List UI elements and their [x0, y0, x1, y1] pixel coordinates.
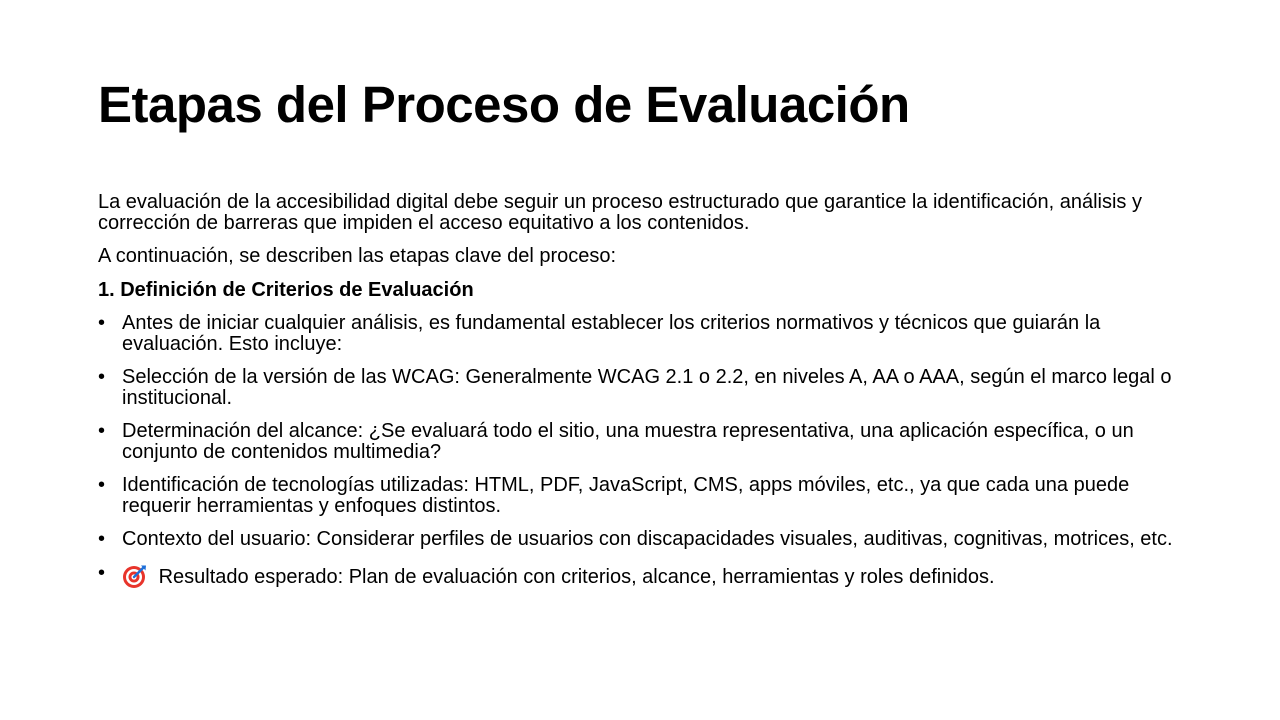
bullet-item [98, 529, 1178, 550]
bullet-text: Antes de iniciar cualquier análisis, es fundamental establecer los criterios normativos y técnicos que guiarán la evaluación. Esto incluye: [122, 312, 1101, 355]
section-heading: 1. Definición de Criterios de Evaluación [98, 278, 474, 301]
bullet-item [98, 367, 1178, 408]
bullet-text: Contexto del usuario: Considerar perfiles de usuarios con discapacidades visuales, auditivas, cognitivas, motrices, etc. [122, 528, 1173, 550]
bullet-dot: • [98, 528, 106, 550]
bullet-text: Selección de la versión de las WCAG: Generalmente WCAG 2.1 o 2.2, en niveles A, AA o AAA, según el marco legal o institucional. [122, 366, 1172, 409]
bullet-item [98, 475, 1178, 516]
bullet-text: Identificación de tecnologías utilizadas: HTML, PDF, JavaScript, CMS, apps móviles, etc., ya que cada una puede requerir herramientas y enfoques distintos. [122, 474, 1130, 517]
lead-paragraph: A continuación, se describen las etapas clave del proceso: [98, 245, 617, 267]
bullet-dot: • [98, 474, 106, 496]
bullet-text: Determinación del alcance: ¿Se evaluará todo el sitio, una muestra representativa, una aplicación específica, o un conjunto de contenidos multimedia? [122, 420, 1134, 463]
bullet-item [98, 421, 1178, 462]
bullet-dot: • [98, 312, 106, 334]
intro-paragraph: La evaluación de la accesibilidad digital debe seguir un proceso estructurado que garantice la identificación, análisis y corrección de barreras que impiden el acceso equitativo a los contenidos. [98, 191, 1142, 234]
bullet-dot: • [98, 366, 106, 388]
result-text: Resultado esperado: Plan de evaluación con criterios, alcance, herramientas y roles definidos. [158, 565, 995, 588]
bullet-dot: • [98, 420, 106, 442]
slide-body [98, 192, 1178, 602]
target-icon [122, 563, 148, 589]
slide-title: Etapas del Proceso de Evaluación [98, 76, 910, 133]
bullet-dot: • [98, 561, 106, 584]
result-bullet-item [98, 563, 1178, 589]
bullet-list [98, 313, 1178, 589]
bullet-item [98, 313, 1178, 354]
